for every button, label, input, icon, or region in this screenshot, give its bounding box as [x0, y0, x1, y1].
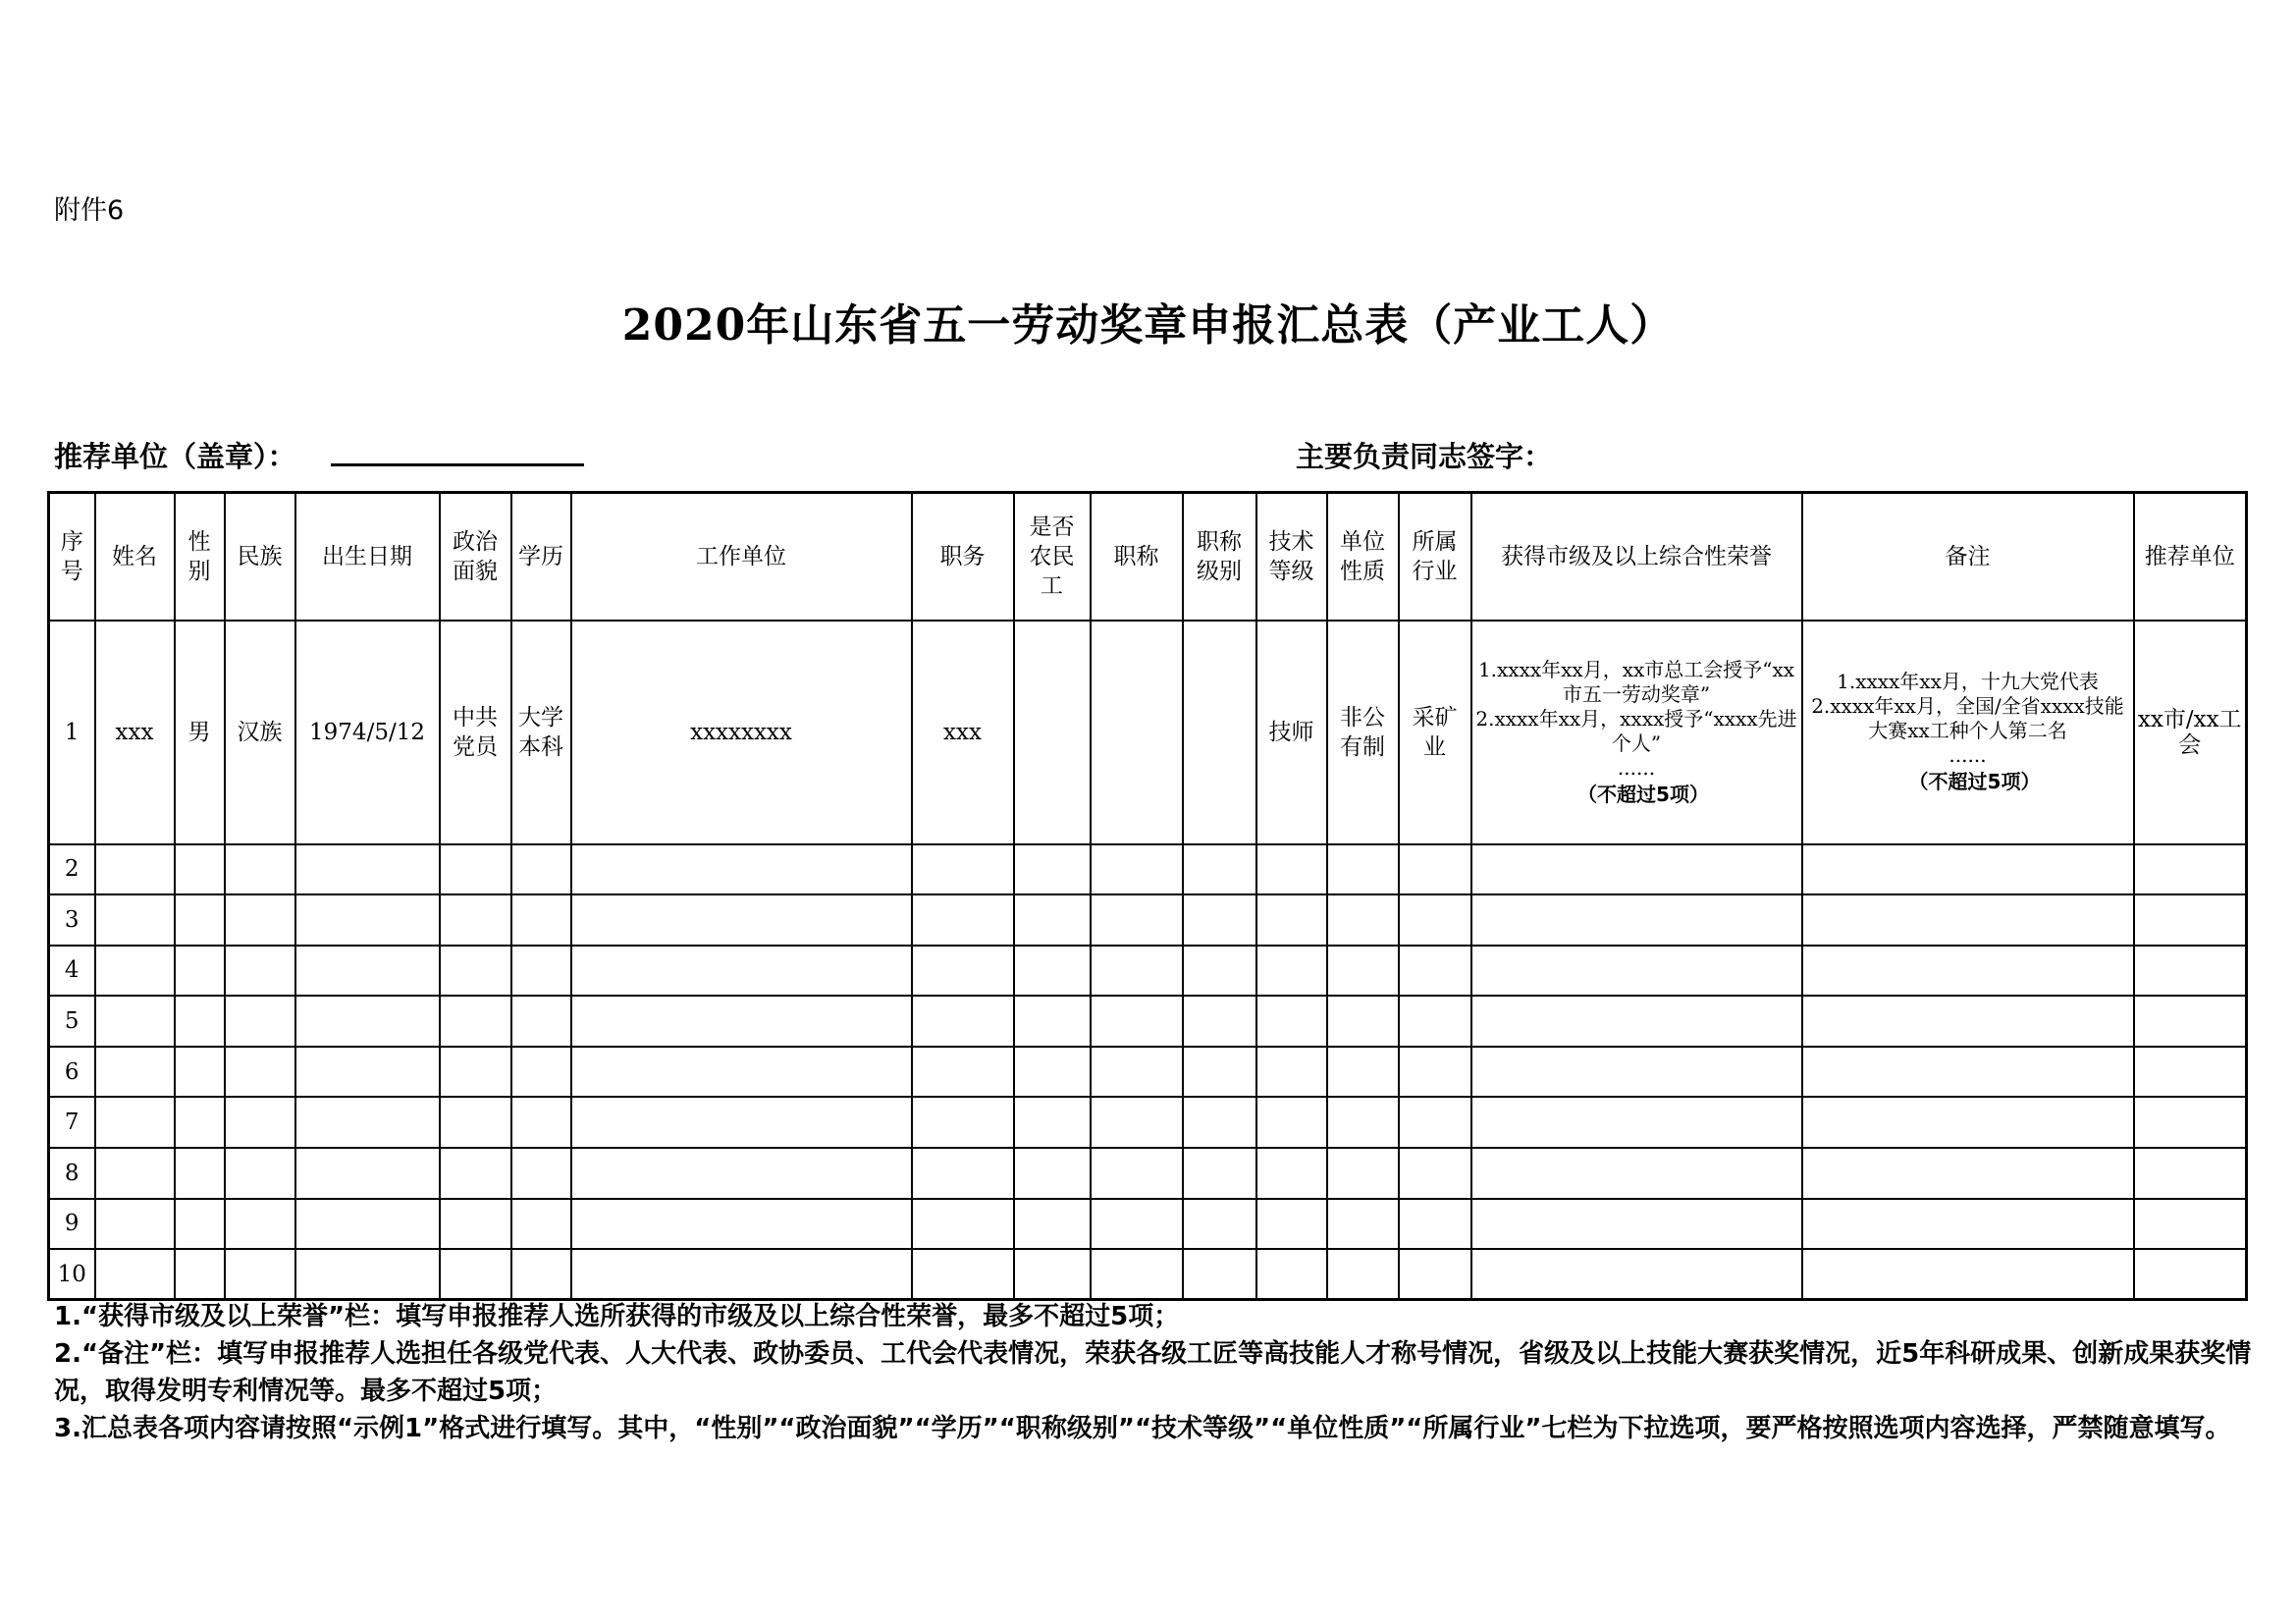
table-cell[interactable]: [1014, 844, 1091, 895]
table-cell[interactable]: [1802, 996, 2134, 1047]
table-row: [49, 946, 2247, 997]
table-cell[interactable]: [2134, 1249, 2247, 1300]
table-cell[interactable]: [1327, 1047, 1399, 1098]
table-cell[interactable]: [175, 1148, 225, 1199]
table-cell[interactable]: [295, 894, 440, 946]
footnotes: [54, 1298, 2253, 1447]
table-row: [49, 1249, 2247, 1300]
table-cell[interactable]: [1183, 894, 1256, 946]
table-cell[interactable]: [511, 1199, 571, 1250]
table-cell[interactable]: [225, 1199, 295, 1250]
table-cell[interactable]: [571, 1148, 912, 1199]
cell-index: 1: [49, 621, 95, 844]
table-cell[interactable]: [1471, 996, 1802, 1047]
table-cell[interactable]: [912, 844, 1014, 895]
table-cell[interactable]: [1471, 1097, 1802, 1148]
table-cell[interactable]: [1471, 1199, 1802, 1250]
table-cell[interactable]: [912, 1047, 1014, 1098]
table-cell[interactable]: [2134, 1148, 2247, 1199]
table-cell[interactable]: [1471, 946, 1802, 997]
table-cell[interactable]: [1256, 1047, 1327, 1098]
table-cell[interactable]: [1256, 946, 1327, 997]
table-cell[interactable]: [95, 946, 175, 997]
table-cell[interactable]: [1327, 1249, 1399, 1300]
table-row: [49, 1148, 2247, 1199]
table-cell[interactable]: [95, 894, 175, 946]
table-cell[interactable]: [1091, 1148, 1183, 1199]
table-cell[interactable]: [2134, 1199, 2247, 1250]
table-cell[interactable]: [571, 996, 912, 1047]
cell-unit-type[interactable]: 非公有制: [1327, 621, 1399, 844]
cell-education[interactable]: 大学本科: [511, 621, 571, 844]
table-cell[interactable]: [912, 1148, 1014, 1199]
table-cell[interactable]: [1471, 844, 1802, 895]
table-cell[interactable]: [1802, 946, 2134, 997]
honors-text: 1.xxxx年xx月，xx市总工会授予“xx市五一劳动奖章” 2.xxxx年xx月，xxxx授予“xxxx先进个人” ......: [1475, 657, 1797, 780]
table-cell[interactable]: [1183, 1047, 1256, 1098]
table-cell[interactable]: [95, 996, 175, 1047]
table-cell[interactable]: [225, 1249, 295, 1300]
table-cell[interactable]: [571, 1097, 912, 1148]
table-cell[interactable]: [1471, 1148, 1802, 1199]
footnote-3: 3.汇总表各项内容请按照“示例1”格式进行填写。其中，“性别”“政治面貌”“学历”“职称级别”“技术等级”“单位性质”“所属行业”七栏为下拉选项，要严格按照选项内容选择，严禁随意填写。: [54, 1414, 2231, 1443]
table-cell[interactable]: [225, 1097, 295, 1148]
table-cell[interactable]: [440, 1199, 511, 1250]
cell-name[interactable]: xxx: [95, 621, 175, 844]
row-index: 10: [49, 1249, 95, 1300]
table-cell[interactable]: [440, 996, 511, 1047]
cell-tech-level[interactable]: 技师: [1256, 621, 1327, 844]
table-cell[interactable]: [2134, 1097, 2247, 1148]
cell-honors[interactable]: [1471, 621, 1802, 844]
header-title-level: 职称级别: [1183, 493, 1256, 621]
table-cell[interactable]: [1091, 844, 1183, 895]
table-cell[interactable]: [1802, 1097, 2134, 1148]
table-cell[interactable]: [1399, 1249, 1471, 1300]
table-cell[interactable]: [95, 1097, 175, 1148]
table-row: [49, 1047, 2247, 1098]
table-cell[interactable]: [1091, 1047, 1183, 1098]
table-cell[interactable]: [1399, 1047, 1471, 1098]
table-cell[interactable]: [1399, 844, 1471, 895]
table-cell[interactable]: [1256, 1249, 1327, 1300]
table-cell[interactable]: [2134, 844, 2247, 895]
table-cell[interactable]: [95, 1148, 175, 1199]
attachment-label: 附件6: [54, 195, 125, 226]
table-cell[interactable]: [440, 894, 511, 946]
header-migrant: 是否农民工: [1014, 493, 1091, 621]
table-cell[interactable]: [1256, 894, 1327, 946]
table-cell[interactable]: [1091, 1249, 1183, 1300]
table-cell[interactable]: [1327, 844, 1399, 895]
table-cell[interactable]: [175, 844, 225, 895]
row-index: 2: [49, 844, 95, 895]
table-cell[interactable]: [1256, 996, 1327, 1047]
table-cell[interactable]: [571, 1047, 912, 1098]
table-cell[interactable]: [2134, 894, 2247, 946]
header-political: 政治面貌: [440, 493, 511, 621]
header-index: 序号: [49, 493, 95, 621]
table-cell[interactable]: [175, 894, 225, 946]
header-title: 职称: [1091, 493, 1183, 621]
table-cell[interactable]: [1256, 1148, 1327, 1199]
table-cell[interactable]: [571, 946, 912, 997]
table-cell[interactable]: [511, 996, 571, 1047]
table-cell[interactable]: [571, 1199, 912, 1250]
table-cell[interactable]: [1802, 1148, 2134, 1199]
header-workplace: 工作单位: [571, 493, 912, 621]
cell-workplace[interactable]: xxxxxxxx: [571, 621, 912, 844]
table-cell[interactable]: [175, 946, 225, 997]
cell-industry[interactable]: 采矿业: [1399, 621, 1471, 844]
table-cell[interactable]: [295, 996, 440, 1047]
table-cell[interactable]: [1014, 1047, 1091, 1098]
table-cell[interactable]: [1091, 1097, 1183, 1148]
cell-migrant[interactable]: [1014, 621, 1091, 844]
table-cell[interactable]: [1256, 1097, 1327, 1148]
table-cell[interactable]: [175, 1199, 225, 1250]
table-cell[interactable]: [295, 1199, 440, 1250]
table-cell[interactable]: [95, 844, 175, 895]
table-cell[interactable]: [225, 844, 295, 895]
table-cell[interactable]: [1327, 1097, 1399, 1148]
table-cell[interactable]: [1183, 1199, 1256, 1250]
table-cell[interactable]: [1183, 1097, 1256, 1148]
table-cell[interactable]: [571, 1249, 912, 1300]
table-cell[interactable]: [1014, 996, 1091, 1047]
table-cell[interactable]: [1014, 1199, 1091, 1250]
header-gender: 性别: [175, 493, 225, 621]
table-cell[interactable]: [440, 1047, 511, 1098]
table-cell[interactable]: [1471, 1249, 1802, 1300]
table-cell[interactable]: [440, 1097, 511, 1148]
table-cell[interactable]: [912, 996, 1014, 1047]
table-cell[interactable]: [1327, 946, 1399, 997]
header-tech-level: 技术等级: [1256, 493, 1327, 621]
row-index: 9: [49, 1199, 95, 1250]
row-index: 7: [49, 1097, 95, 1148]
table-cell[interactable]: [175, 1047, 225, 1098]
recommender-label: 推荐单位（盖章）：: [54, 440, 296, 473]
table-cell[interactable]: [1471, 1047, 1802, 1098]
table-cell[interactable]: [511, 894, 571, 946]
table-cell[interactable]: [1802, 1047, 2134, 1098]
example-row: [49, 621, 2247, 844]
table-cell[interactable]: [912, 946, 1014, 997]
table-cell[interactable]: [1802, 844, 2134, 895]
table-cell[interactable]: [1327, 1148, 1399, 1199]
footnote-1: 1.“获得市级及以上荣誉”栏：填写申报推荐人选所获得的市级及以上综合性荣誉，最多不超过5项；: [54, 1302, 1180, 1331]
header-name: 姓名: [95, 493, 175, 621]
table-cell[interactable]: [1091, 996, 1183, 1047]
table-cell[interactable]: [1471, 894, 1802, 946]
table-cell[interactable]: [511, 1097, 571, 1148]
table-cell[interactable]: [175, 996, 225, 1047]
table-cell[interactable]: [1399, 946, 1471, 997]
table-cell[interactable]: [295, 946, 440, 997]
summary-table: [47, 491, 2248, 1301]
table-cell[interactable]: [912, 1097, 1014, 1148]
blank-rows: [49, 844, 2247, 1300]
table-cell[interactable]: [1399, 1097, 1471, 1148]
table-cell[interactable]: [912, 1199, 1014, 1250]
table-cell[interactable]: [1327, 1199, 1399, 1250]
remarks-limit: （不超过5项）: [1908, 770, 2041, 793]
table-cell[interactable]: [175, 1097, 225, 1148]
cell-ethnicity[interactable]: 汉族: [225, 621, 295, 844]
leader-signature-label: 主要负责同志签字：: [1296, 440, 1553, 473]
header-unit-type: 单位性质: [1327, 493, 1399, 621]
table-cell[interactable]: [295, 1148, 440, 1199]
table-cell[interactable]: [225, 1148, 295, 1199]
table-cell[interactable]: [1014, 946, 1091, 997]
header-remarks: 备注: [1802, 493, 2134, 621]
cell-birth[interactable]: 1974/5/12: [295, 621, 440, 844]
header-position: 职务: [912, 493, 1014, 621]
table-cell[interactable]: [1327, 996, 1399, 1047]
table-row: [49, 894, 2247, 946]
row-index: 5: [49, 996, 95, 1047]
table-cell[interactable]: [440, 844, 511, 895]
table-row: [49, 1199, 2247, 1250]
table-cell[interactable]: [511, 1249, 571, 1300]
table-cell[interactable]: [511, 844, 571, 895]
table-cell[interactable]: [1091, 946, 1183, 997]
page-title: 2020年山东省五一劳动奖章申报汇总表（产业工人）: [621, 300, 1675, 351]
table-cell[interactable]: [225, 946, 295, 997]
row-index: 6: [49, 1047, 95, 1098]
row-index: 4: [49, 946, 95, 997]
header-education: 学历: [511, 493, 571, 621]
table-cell[interactable]: [1802, 1199, 2134, 1250]
table-cell[interactable]: [912, 894, 1014, 946]
table-cell[interactable]: [1802, 1249, 2134, 1300]
cell-title[interactable]: [1091, 621, 1183, 844]
table-cell[interactable]: [225, 894, 295, 946]
table-cell[interactable]: [95, 1249, 175, 1300]
table-cell[interactable]: [225, 996, 295, 1047]
table-cell[interactable]: [1014, 894, 1091, 946]
table-cell[interactable]: [295, 1249, 440, 1300]
table-cell[interactable]: [440, 1148, 511, 1199]
table-row: [49, 1097, 2247, 1148]
table-cell[interactable]: [1014, 1249, 1091, 1300]
remarks-text: 1.xxxx年xx月，十九大党代表 2.xxxx年xx月，全国/全省xxxx技能大赛xx工种个人第二名 ......: [1811, 670, 2124, 767]
recommender-seal-line[interactable]: [331, 463, 584, 466]
table-cell[interactable]: [1183, 1148, 1256, 1199]
header-honors: 获得市级及以上综合性荣誉: [1471, 493, 1802, 621]
table-cell[interactable]: [1091, 1199, 1183, 1250]
table-cell[interactable]: [1091, 894, 1183, 946]
row-index: 8: [49, 1148, 95, 1199]
table-cell[interactable]: [1183, 844, 1256, 895]
table-cell[interactable]: [1256, 844, 1327, 895]
table-cell[interactable]: [1399, 996, 1471, 1047]
table-cell[interactable]: [2134, 996, 2247, 1047]
table-row: [49, 844, 2247, 895]
table-cell[interactable]: [2134, 1047, 2247, 1098]
row-index: 3: [49, 894, 95, 946]
table-cell[interactable]: [295, 1047, 440, 1098]
header-industry: 所属行业: [1399, 493, 1471, 621]
header-recommender: 推荐单位: [2134, 493, 2247, 621]
table-cell[interactable]: [511, 1148, 571, 1199]
table-cell[interactable]: [1399, 894, 1471, 946]
table-cell[interactable]: [912, 1249, 1014, 1300]
cell-title-level[interactable]: [1183, 621, 1256, 844]
table-cell[interactable]: [1014, 1097, 1091, 1148]
table-cell[interactable]: [1399, 1148, 1471, 1199]
table-cell[interactable]: [295, 844, 440, 895]
table-cell[interactable]: [1183, 946, 1256, 997]
table-cell[interactable]: [1183, 1249, 1256, 1300]
table-cell[interactable]: [1183, 996, 1256, 1047]
table-cell[interactable]: [1327, 894, 1399, 946]
table-cell[interactable]: [2134, 946, 2247, 997]
table-cell[interactable]: [571, 844, 912, 895]
header-row: [49, 493, 2247, 621]
cell-gender[interactable]: 男: [175, 621, 225, 844]
header-birth: 出生日期: [295, 493, 440, 621]
cell-recommender[interactable]: xx市/xx工会: [2134, 621, 2247, 844]
cell-political[interactable]: 中共党员: [440, 621, 511, 844]
table-cell[interactable]: [1399, 1199, 1471, 1250]
table-cell[interactable]: [1014, 1148, 1091, 1199]
table-cell[interactable]: [1802, 894, 2134, 946]
footnote-2: 2.“备注”栏：填写申报推荐人选担任各级党代表、人大代表、政协委员、工代会代表情况，荣获各级工匠等高技能人才称号情况，省级及以上技能大赛获奖情况，近5年科研成果、创新成果获奖情况，取得发明专利情况等。最多不超过5项；: [54, 1339, 2252, 1406]
cell-remarks[interactable]: [1802, 621, 2134, 844]
table-cell[interactable]: [440, 1249, 511, 1300]
table-row: [49, 996, 2247, 1047]
table-cell[interactable]: [1256, 1199, 1327, 1250]
table-cell[interactable]: [295, 1097, 440, 1148]
header-ethnicity: 民族: [225, 493, 295, 621]
cell-position[interactable]: xxx: [912, 621, 1014, 844]
table-cell[interactable]: [225, 1047, 295, 1098]
table-cell[interactable]: [511, 1047, 571, 1098]
table-cell[interactable]: [175, 1249, 225, 1300]
table-cell[interactable]: [440, 946, 511, 997]
table-cell[interactable]: [95, 1047, 175, 1098]
honors-limit: （不超过5项）: [1577, 782, 1709, 806]
table-cell[interactable]: [511, 946, 571, 997]
table-cell[interactable]: [571, 894, 912, 946]
table-cell[interactable]: [95, 1199, 175, 1250]
